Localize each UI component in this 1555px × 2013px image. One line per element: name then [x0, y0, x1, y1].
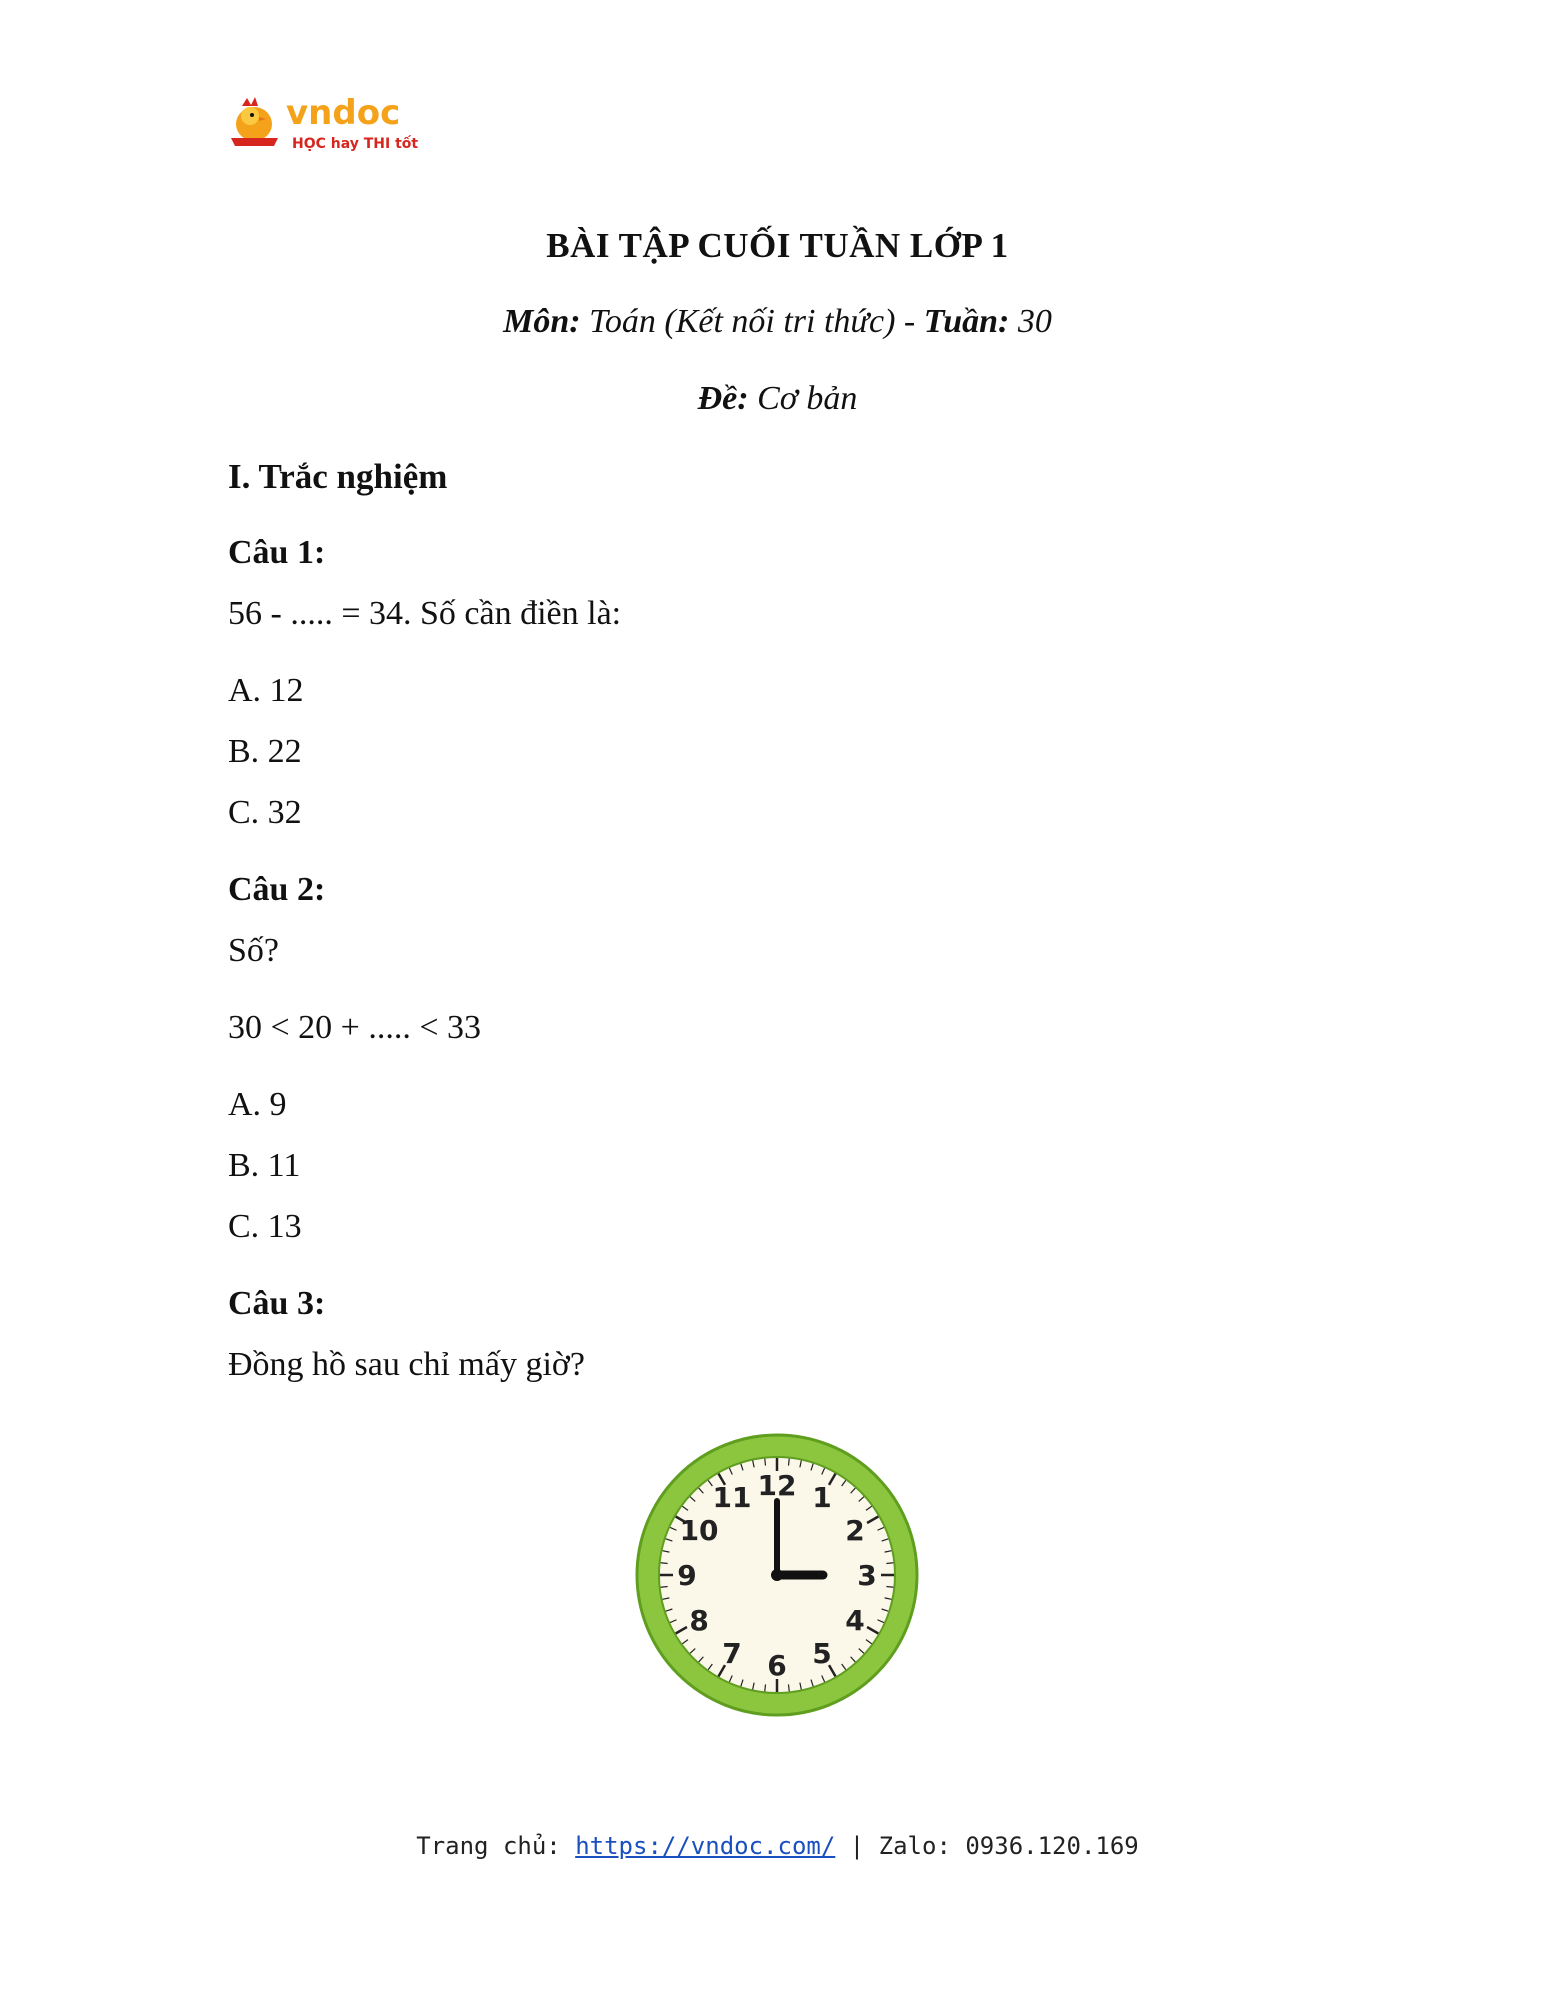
subject-value: Toán (Kết nối tri thức) -: [589, 303, 916, 340]
clock-number: 3: [857, 1559, 877, 1592]
variant-value: Cơ bản: [757, 380, 858, 417]
week-value: 30: [1017, 303, 1052, 340]
question-3-text: Đồng hồ sau chỉ mấy giờ?: [228, 1346, 585, 1383]
footer-zalo-number: 0936.120.169: [965, 1832, 1139, 1860]
clock-tick: [661, 1586, 668, 1587]
clock-tick: [886, 1563, 893, 1564]
section-heading: I. Trắc nghiệm: [228, 457, 448, 496]
clock-number: 10: [679, 1514, 719, 1547]
clock-tick: [765, 1684, 766, 1691]
clock-number: 12: [757, 1469, 797, 1502]
clock-icon: [634, 1432, 920, 1718]
document-subtitle: [0, 303, 1555, 341]
clock-number: 8: [689, 1604, 709, 1637]
subject-label: Môn:: [503, 303, 581, 340]
footer-home-label: Trang chủ:: [416, 1832, 561, 1860]
clock-number: 11: [712, 1481, 752, 1515]
question-2-text: Số?: [228, 932, 279, 969]
clock-number: 5: [812, 1636, 832, 1670]
clock-tick: [661, 1563, 668, 1564]
clock-number: 6: [767, 1649, 787, 1682]
clock-number: 2: [845, 1514, 865, 1547]
logo-brand-text: vndoc: [286, 93, 401, 133]
question-3-label: Câu 3:: [228, 1285, 326, 1322]
week-label: Tuần:: [923, 303, 1010, 340]
question-1-label: Câu 1:: [228, 534, 326, 571]
question-1-option-b: B. 22: [228, 733, 302, 770]
question-2-option-c: C. 13: [228, 1208, 302, 1245]
clock-tick: [765, 1459, 766, 1466]
question-2-label: Câu 2:: [228, 871, 326, 908]
document-variant: [0, 380, 1555, 418]
question-2-expression: 30 < 20 + ..... < 33: [228, 1009, 482, 1046]
logo-tagline-text: HỌC hay THI tốt: [292, 136, 419, 152]
question-2-option-b: B. 11: [228, 1147, 301, 1184]
footer-zalo-label: Zalo:: [878, 1832, 951, 1860]
clock-tick: [788, 1684, 789, 1691]
footer-separator: |: [849, 1832, 865, 1860]
question-1-option-a: A. 12: [228, 672, 304, 709]
chicken-mascot-icon: [231, 97, 278, 146]
vndoc-logo: [228, 88, 428, 156]
clock-center-pin: [771, 1569, 783, 1581]
clock-number: 7: [722, 1636, 742, 1670]
clock-tick: [886, 1586, 893, 1587]
question-1-text: 56 - ..... = 34. Số cần điền là:: [228, 595, 622, 632]
question-2-option-a: A. 9: [228, 1086, 287, 1123]
variant-label: Đề:: [697, 380, 749, 417]
clock-tick: [788, 1459, 789, 1466]
footer-home-link[interactable]: https://vndoc.com/: [575, 1832, 836, 1860]
clock-number: 9: [677, 1559, 697, 1592]
clock-number: 4: [845, 1604, 865, 1637]
document-title: BÀI TẬP CUỐI TUẦN LỚP 1: [546, 226, 1009, 265]
clock-number: 1: [812, 1481, 832, 1515]
question-1-option-c: C. 32: [228, 794, 302, 831]
page-footer: [0, 1832, 1555, 1860]
clock-image: [634, 1432, 920, 1718]
